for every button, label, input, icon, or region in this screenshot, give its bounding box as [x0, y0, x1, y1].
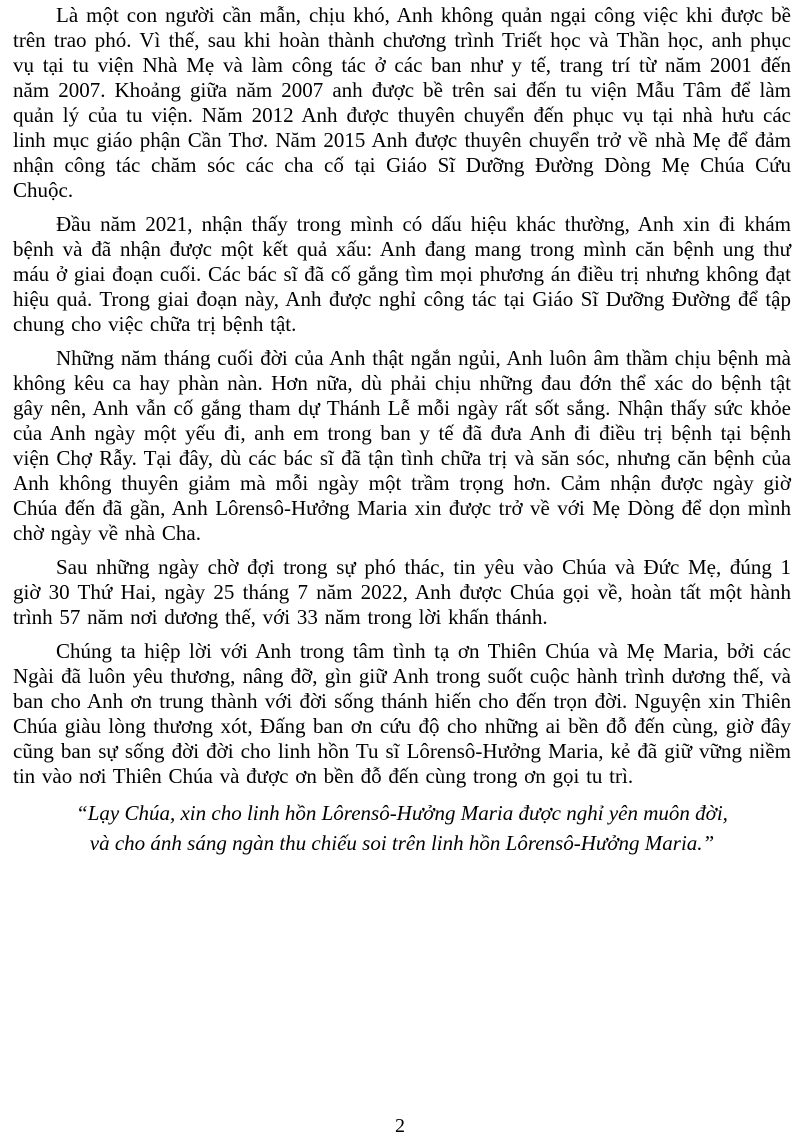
- quote-line-1: “Lạy Chúa, xin cho linh hồn Lôrensô-Hưởng Maria được nghỉ yên muôn đời,: [76, 801, 728, 825]
- paragraph-1: Là một con người cần mẫn, chịu khó, Anh không quản ngại công việc khi được bề trên trao phó. Vì thế, sau khi hoàn thành chương trình Triết học và Thần học, anh phục vụ tại tu viện Nhà Mẹ và làm công tác ở các ban như y tế, trang trí từ năm 2001 đến năm 2007. Khoảng giữa năm 2007 anh được bề trên sai đến tu viện Mẫu Tâm để làm quản lý của tu viện. Năm 2012 Anh được thuyên chuyển đến phục vụ tại nhà hưu các linh mục giáo phận Cần Thơ. Năm 2015 Anh được thuyên chuyển trở về nhà Mẹ để đảm nhận công tác chăm sóc các cha cố tại Giáo Sĩ Dưỡng Đường Dòng Mẹ Chúa Cứu Chuộc.: [13, 3, 791, 202]
- paragraph-3: Những năm tháng cuối đời của Anh thật ngắn ngủi, Anh luôn âm thầm chịu bệnh mà không kêu ca hay phàn nàn. Hơn nữa, dù phải chịu những đau đớn thể xác do bệnh tật gây nên, Anh vẫn cố gắng tham dự Thánh Lễ mỗi ngày rất sốt sắng. Nhận thấy sức khỏe của Anh ngày một yếu đi, anh em trong ban y tế đã đưa Anh đi điều trị bệnh tại bệnh viện Chợ Rẫy. Tại đây, dù các bác sĩ đã tận tình chữa trị và săn sóc, nhưng căn bệnh của Anh không thuyên giảm mà mỗi ngày một trầm trọng hơn. Cảm nhận được ngày giờ Chúa đến đã gần, Anh Lôrensô-Hưởng Maria xin được trở về với Mẹ Dòng để dọn mình chờ ngày về nhà Cha.: [13, 346, 791, 545]
- memorial-prayer-quote: [13, 798, 791, 858]
- quote-line-2: và cho ánh sáng ngàn thu chiếu soi trên linh hồn Lôrensô-Hưởng Maria.”: [89, 831, 715, 855]
- paragraph-2: Đầu năm 2021, nhận thấy trong mình có dấu hiệu khác thường, Anh xin đi khám bệnh và đã nhận được một kết quả xấu: Anh đang mang trong mình căn bệnh ung thư máu ở giai đoạn cuối. Các bác sĩ đã cố gắng tìm mọi phương án điều trị nhưng không đạt hiệu quả. Trong giai đoạn này, Anh được nghỉ công tác tại Giáo Sĩ Dưỡng Đường để tập chung cho việc chữa trị bệnh tật.: [13, 212, 791, 336]
- paragraph-5: Chúng ta hiệp lời với Anh trong tâm tình tạ ơn Thiên Chúa và Mẹ Maria, bởi các Ngài đã luôn yêu thương, nâng đỡ, gìn giữ Anh trong suốt cuộc hành trình dương thế, và ban cho Anh ơn trung thành với đời sống thánh hiến cho đến trọn đời. Nguyện xin Thiên Chúa giàu lòng thương xót, Đấng ban ơn cứu độ cho những ai bền đỗ đến cùng, giờ đây cũng ban sự sống đời đời cho linh hồn Tu sĩ Lôrensô-Hưởng Maria, kẻ đã giữ vững niềm tin vào nơi Thiên Chúa và được ơn bền đỗ đến cùng trong ơn gọi tu trì.: [13, 639, 791, 788]
- page-number: 2: [395, 1115, 405, 1137]
- paragraph-4: Sau những ngày chờ đợi trong sự phó thác, tin yêu vào Chúa và Đức Mẹ, đúng 1 giờ 30 Thứ Hai, ngày 25 tháng 7 năm 2022, Anh được Chúa gọi về, hoàn tất một hành trình 57 năm nơi dương thế, với 33 năm trong lời khấn thánh.: [13, 555, 791, 629]
